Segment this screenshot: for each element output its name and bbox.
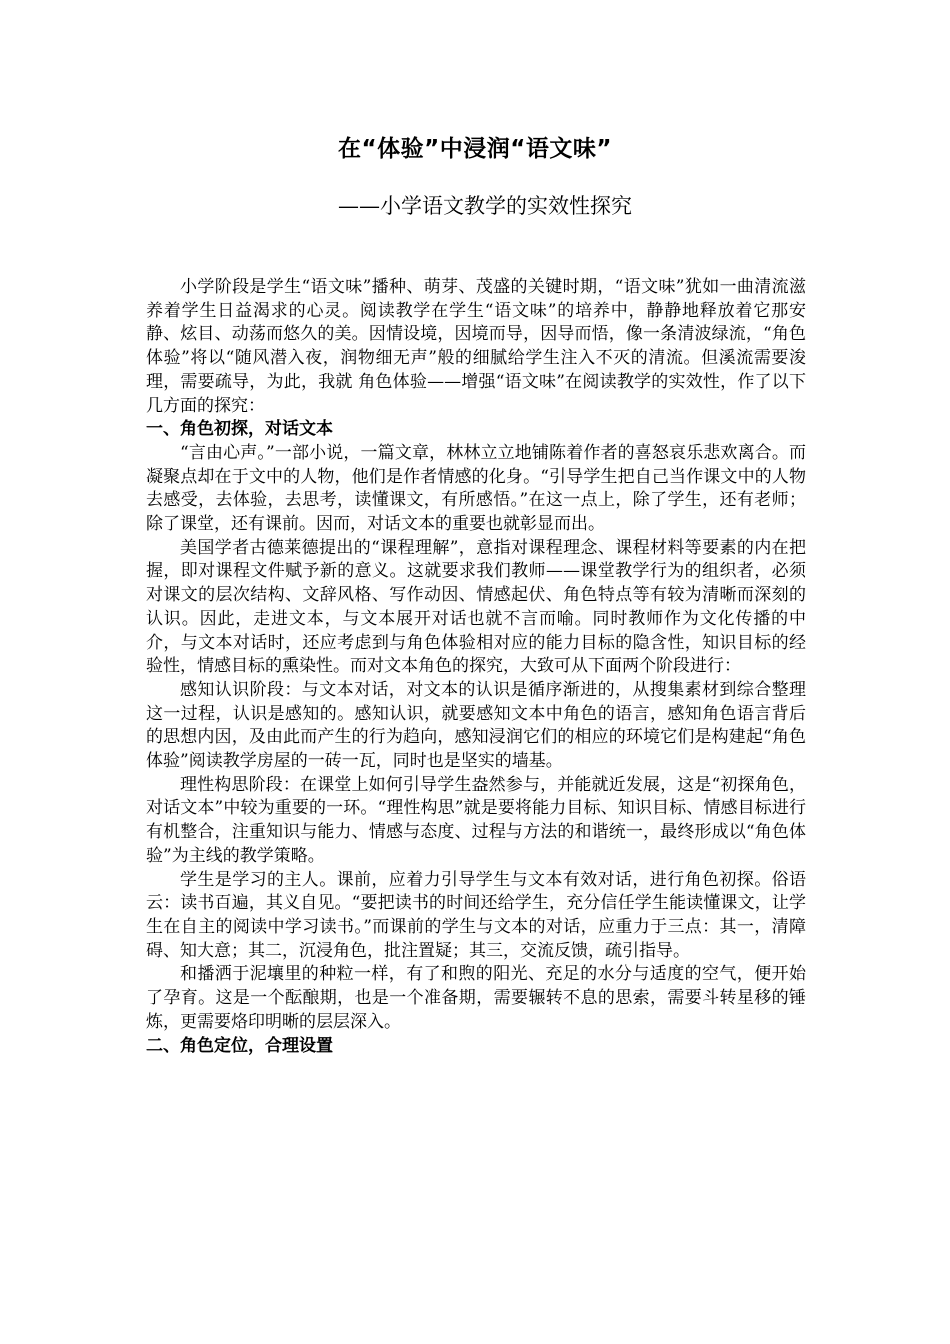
- body-paragraph: 和播洒于泥壤里的种粒一样，有了和煦的阳光、充足的水分与适度的空气，便开始了孕育。这是一个酝酿期，也是一个准备期，需要辗转不息的思索，需要斗转星移的锤炼，更需要烙印明晰的层层深入。: [146, 964, 806, 1032]
- body-paragraph: “言由心声。”一部小说，一篇文章，林林立立地铺陈着作者的喜怒哀乐悲欢离合。而凝聚点却在于文中的人物，他们是作者情感的化身。“引导学生把自己当作课文中的人物去感受，去体验，去思考，读懂课文，有所感悟。”在这一点上，除了学生，还有老师；除了课堂，还有课前。因而，对话文本的重要也就彰显而出。: [146, 442, 806, 535]
- document-title: 在“体验”中浸润“语文味”: [338, 136, 612, 162]
- body-paragraph: 感知认识阶段：与文本对话，对文本的认识是循序渐进的，从搜集素材到综合整理这一过程，认识是感知的。感知认识，就要感知文本中角色的语言，感知角色语言背后的思想内因，及由此而产生的行为趋向，感知浸润它们的相应的环境它们是构建起“角色体验”阅读教学房屋的一砖一瓦，同时也是坚实的墙基。: [146, 679, 806, 772]
- body-paragraph: 学生是学习的主人。课前，应着力引导学生与文本有效对话，进行角色初探。俗语云：读书百遍，其义自见。“要把读书的时间还给学生，充分信任学生能读懂课文，让学生在自主的阅读中学习读书。”而课前的学生与文本的对话，应重力于三点：其一，清障碍、知大意；其二，沉浸角色，批注置疑；其三，交流反馈，疏引指导。: [146, 869, 806, 961]
- body-paragraph: 美国学者古德莱德提出的“课程理解”，意指对课程理念、课程材料等要素的内在把握，即对课程文件赋予新的意义。这就要求我们教师——课堂教学行为的组织者，必须对课文的层次结构、文辞风格、写作动因、情感起伏、角色特点等有较为清晰而深刻的认识。因此，走进文本，与文本展开对话也就不言而喻。同时教师作为文化传播的中介，与文本对话时，还应考虑到与角色体验相对应的能力目标的隐含性，知识目标的经验性，情感目标的熏染性。而对文本角色的探究，大致可从下面两个阶段进行：: [146, 537, 806, 677]
- document-body: [146, 276, 806, 1058]
- document-subtitle: ——小学语文教学的实效性探究: [338, 194, 632, 218]
- intro-paragraph: 小学阶段是学生“语文味”播种、萌芽、茂盛的关键时期，“语文味”犹如一曲清流滋养着学生日益渴求的心灵。阅读教学在学生“语文味”的培养中，静静地释放着它那安静、炫目、动荡而悠久的美。因情设境，因境而导，因导而悟，像一条清波绿流，“角色体验”将以“随风潜入夜，润物细无声”般的细腻给学生注入不灭的清流。但溪流需要浚理，需要疏导，为此，我就 角色体验——增强“语文味”在阅读教学的实效性，作了以下几方面的探究：: [146, 277, 806, 416]
- section-heading-1: 一、角色初探，对话文本: [146, 419, 333, 440]
- body-paragraph: 理性构思阶段：在课堂上如何引导学生盎然参与，并能就近发展，这是“初探角色，对话文本”中较为重要的一环。“理性构思”就是要将能力目标、知识目标、情感目标进行有机整合，注重知识与能力、情感与态度、过程与方法的和谐统一，最终形成以“角色体验”为主线的教学策略。: [146, 774, 806, 866]
- section-heading-2: 二、角色定位，合理设置: [146, 1035, 333, 1056]
